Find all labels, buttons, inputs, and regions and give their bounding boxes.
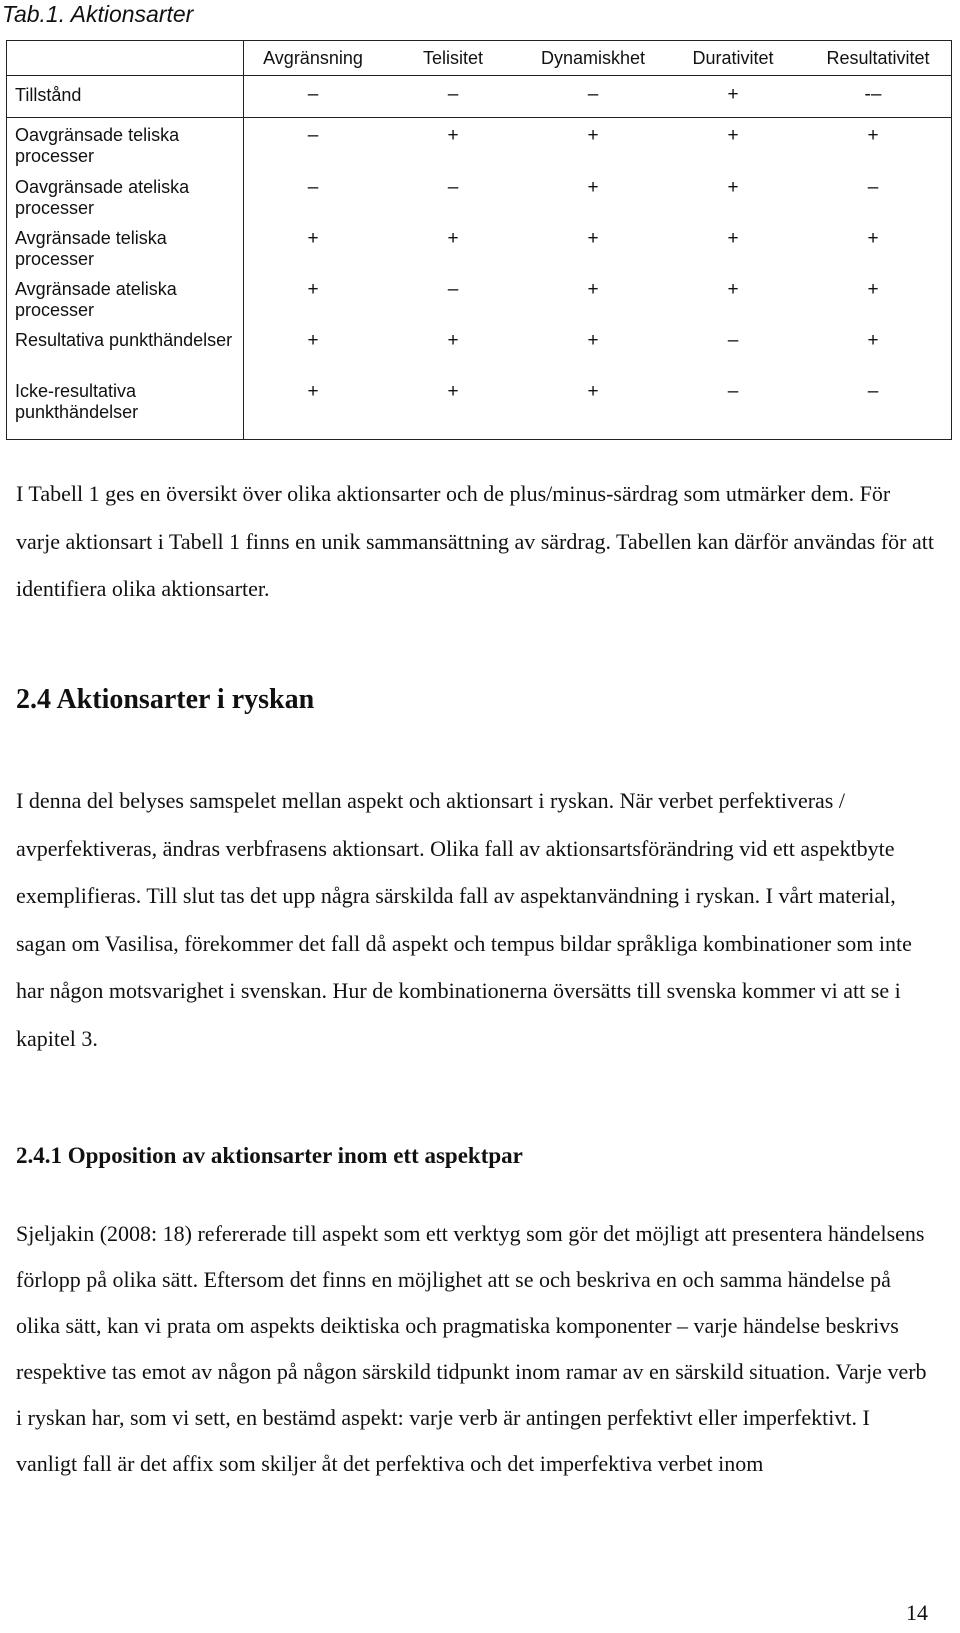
row-label: Oavgränsade teliska processer	[15, 125, 180, 166]
table-cell: +	[727, 84, 739, 105]
table-cell: –	[867, 177, 879, 198]
table-cell: –	[307, 125, 319, 146]
table-cell: –	[447, 84, 459, 105]
column-header: Dynamiskhet	[540, 48, 646, 68]
row-label: Resultativa punkthändelser	[15, 330, 233, 350]
table-cell: –	[307, 84, 319, 105]
table-cell: +	[447, 228, 459, 249]
table-divider	[7, 75, 951, 76]
table-cell: +	[587, 228, 599, 249]
table-cell: -–	[864, 84, 882, 105]
table-caption: Tab.1. Aktionsarter	[2, 1, 194, 27]
table-cell: –	[307, 177, 319, 198]
table-cell: +	[727, 177, 739, 198]
column-header: Durativitet	[692, 48, 774, 68]
table-cell: +	[447, 125, 459, 146]
table-cell: +	[307, 330, 319, 351]
table-cell: +	[307, 228, 319, 249]
row-label: Avgränsade ateliska processer	[15, 279, 177, 320]
table-cell: +	[587, 330, 599, 351]
table-cell: +	[307, 279, 319, 300]
column-header: Telisitet	[422, 48, 484, 68]
row-label: Oavgränsade ateliska processer	[15, 177, 190, 218]
table-cell: –	[447, 279, 459, 300]
table-cell: +	[587, 125, 599, 146]
table-cell: +	[867, 228, 879, 249]
table-divider	[7, 117, 951, 118]
intro-paragraph: I Tabell 1 ges en översikt över olika aktionsarter och de plus/minus-särdrag som utmärker dem. För varje aktionsart i Tabell 1 finns en unik sammansättning av särdrag. Tabellen kan därför användas för att identifiera olika aktionsarter.	[16, 481, 934, 601]
page-number: 14	[906, 1600, 928, 1625]
table-cell: +	[447, 381, 459, 402]
row-label: Avgränsade teliska processer	[15, 228, 167, 269]
table-cell: +	[587, 279, 599, 300]
table-cell: –	[867, 381, 879, 402]
table-cell: –	[727, 330, 739, 351]
subsection-paragraph: Sjeljakin (2008: 18) refererade till aspekt som ett verktyg som gör det möjligt att presentera händelsens förlopp på olika sätt. Eftersom det finns en möjlighet att se och beskriva en och samma händelse på olika sätt, kan vi prata om aspekts deiktiska och pragmatiska komponenter – varje händelse beskrivs respektive tas emot av någon på någon särskild tidpunkt inom ramar av en särskild situation. Varje verb i ryskan har, som vi sett, en bestämd aspekt: varje verb är antingen perfektivt eller imperfektivt. I vanligt fall är det affix som skiljer åt det perfektiva och det imperfektiva verbet inom	[16, 1221, 927, 1476]
table-cell: +	[587, 381, 599, 402]
subsection-heading: 2.4.1 Opposition av aktionsarter inom ett aspektpar	[16, 1143, 523, 1168]
section-heading: 2.4 Aktionsarter i ryskan	[16, 684, 315, 715]
table-cell: –	[587, 84, 599, 105]
column-header: Avgränsning	[263, 48, 363, 68]
row-label: Tillstånd	[15, 85, 82, 105]
section-paragraph: I denna del belyses samspelet mellan aspekt och aktionsart i ryskan. När verbet perfektiveras / avperfektiveras, ändras verbfrasens aktionsart. Olika fall av aktionsartsförändring vid ett aspektbyte exemplifieras. Till slut tas det upp några särskilda fall av aspektanvändning i ryskan. I vårt material, sagan om Vasilisa, förekommer det fall då aspekt och tempus bildar språkliga kombinationer som inte har någon motsvarighet i svenskan. Hur de kombinationerna översätts till svenska kommer vi att se i kapitel 3.	[16, 788, 912, 1051]
table-cell: +	[727, 228, 739, 249]
table-cell: +	[867, 279, 879, 300]
aktionsarter-table	[6, 40, 952, 440]
table-cell: –	[727, 381, 739, 402]
table-cell: +	[307, 381, 319, 402]
table-cell: +	[587, 177, 599, 198]
table-cell: +	[447, 330, 459, 351]
table-cell: +	[727, 279, 739, 300]
column-header: Resultativitet	[826, 48, 930, 68]
row-label: Icke-resultativa punkthändelser	[15, 381, 139, 422]
table-cell: +	[867, 125, 879, 146]
table-cell: +	[867, 330, 879, 351]
table-cell: +	[727, 125, 739, 146]
table-cell: –	[447, 177, 459, 198]
